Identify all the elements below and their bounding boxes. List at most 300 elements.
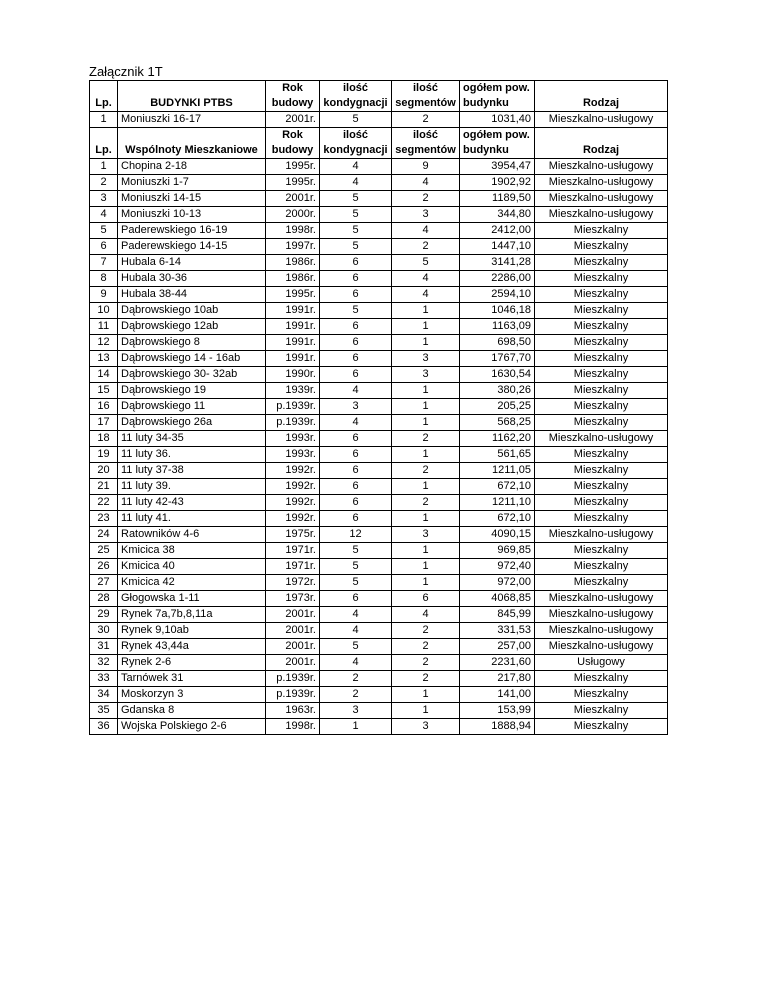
cell-pow: 568,25	[460, 415, 535, 431]
cell-pow: 4090,15	[460, 527, 535, 543]
cell-rok: 1997r.	[266, 239, 320, 255]
col-header-year: Rok budowy	[266, 128, 320, 159]
cell-seg: 2	[392, 239, 460, 255]
table-row	[90, 719, 668, 735]
cell-seg: 5	[392, 255, 460, 271]
cell-rok: 2001r.	[266, 639, 320, 655]
cell-kond: 6	[320, 367, 392, 383]
cell-rok: 1992r.	[266, 479, 320, 495]
cell-rok: 2001r.	[266, 623, 320, 639]
cell-rok: 1991r.	[266, 303, 320, 319]
cell-name: Paderewskiego 14-15	[118, 239, 266, 255]
cell-seg: 3	[392, 367, 460, 383]
buildings-table	[89, 80, 668, 735]
cell-rok: 2001r.	[266, 607, 320, 623]
cell-lp: 33	[90, 671, 118, 687]
cell-name: 11 luty 36.	[118, 447, 266, 463]
cell-lp: 13	[90, 351, 118, 367]
cell-pow: 380,26	[460, 383, 535, 399]
cell-pow: 1447,10	[460, 239, 535, 255]
cell-rok: 1995r.	[266, 159, 320, 175]
cell-pow: 331,53	[460, 623, 535, 639]
cell-seg: 1	[392, 479, 460, 495]
cell-lp: 22	[90, 495, 118, 511]
cell-rodzaj: Mieszkalno-usługowy	[535, 527, 668, 543]
cell-lp: 4	[90, 207, 118, 223]
cell-name: Moskorzyn 3	[118, 687, 266, 703]
cell-pow: 1888,94	[460, 719, 535, 735]
cell-name: Rynek 43,44a	[118, 639, 266, 655]
table-row	[90, 511, 668, 527]
cell-pow: 2594,10	[460, 287, 535, 303]
cell-kond: 5	[320, 543, 392, 559]
cell-name: Rynek 7a,7b,8,11a	[118, 607, 266, 623]
cell-kond: 5	[320, 191, 392, 207]
cell-name: Dąbrowskiego 12ab	[118, 319, 266, 335]
table-row	[90, 527, 668, 543]
cell-lp: 15	[90, 383, 118, 399]
cell-rok: 1939r.	[266, 383, 320, 399]
col-header-name: BUDYNKI PTBS	[118, 81, 266, 112]
cell-kond: 3	[320, 703, 392, 719]
table-row	[90, 175, 668, 191]
cell-pow: 1162,20	[460, 431, 535, 447]
col-header-name: Wspólnoty Mieszkaniowe	[118, 128, 266, 159]
cell-name: 11 luty 34-35	[118, 431, 266, 447]
cell-seg: 1	[392, 399, 460, 415]
cell-lp: 25	[90, 543, 118, 559]
cell-rok: p.1939r.	[266, 415, 320, 431]
cell-seg: 1	[392, 543, 460, 559]
cell-lp: 18	[90, 431, 118, 447]
cell-rok: 1998r.	[266, 719, 320, 735]
col-header-area: ogółem pow. budynku	[460, 81, 535, 112]
cell-kond: 5	[320, 639, 392, 655]
table-row	[90, 591, 668, 607]
cell-seg: 2	[392, 495, 460, 511]
cell-rok: 1991r.	[266, 351, 320, 367]
cell-kond: 4	[320, 175, 392, 191]
cell-rok: 1992r.	[266, 495, 320, 511]
cell-name: Ratowników 4-6	[118, 527, 266, 543]
cell-rok: 1998r.	[266, 223, 320, 239]
cell-rok: 1992r.	[266, 463, 320, 479]
table-row	[90, 239, 668, 255]
cell-rok: 1991r.	[266, 319, 320, 335]
cell-name: Rynek 2-6	[118, 655, 266, 671]
cell-pow: 141,00	[460, 687, 535, 703]
cell-seg: 2	[392, 655, 460, 671]
cell-seg: 1	[392, 335, 460, 351]
cell-rok: 1972r.	[266, 575, 320, 591]
cell-pow: 1630,54	[460, 367, 535, 383]
cell-kond: 6	[320, 431, 392, 447]
cell-rodzaj: Mieszkalny	[535, 303, 668, 319]
cell-name: Paderewskiego 16-19	[118, 223, 266, 239]
cell-rok: 1971r.	[266, 543, 320, 559]
cell-name: 11 luty 37-38	[118, 463, 266, 479]
cell-pow: 672,10	[460, 479, 535, 495]
cell-rodzaj: Mieszkalny	[535, 479, 668, 495]
cell-rodzaj: Mieszkalny	[535, 415, 668, 431]
table-row	[90, 703, 668, 719]
cell-name: Kmicica 38	[118, 543, 266, 559]
cell-pow: 972,40	[460, 559, 535, 575]
cell-pow: 1046,18	[460, 303, 535, 319]
cell-kond: 5	[320, 303, 392, 319]
cell-rodzaj: Mieszkalny	[535, 559, 668, 575]
cell-name: Dąbrowskiego 26a	[118, 415, 266, 431]
cell-kond: 6	[320, 479, 392, 495]
table-row	[90, 383, 668, 399]
cell-seg: 1	[392, 415, 460, 431]
cell-rodzaj: Mieszkalny	[535, 463, 668, 479]
cell-seg: 1	[392, 383, 460, 399]
cell-kond: 3	[320, 399, 392, 415]
cell-seg: 3	[392, 527, 460, 543]
cell-seg: 2	[392, 191, 460, 207]
cell-seg: 1	[392, 687, 460, 703]
cell-seg: 4	[392, 175, 460, 191]
cell-kond: 1	[320, 719, 392, 735]
cell-rodzaj: Mieszkalno-usługowy	[535, 191, 668, 207]
cell-lp: 24	[90, 527, 118, 543]
cell-kond: 6	[320, 287, 392, 303]
cell-pow: 1211,10	[460, 495, 535, 511]
cell-name: Dąbrowskiego 11	[118, 399, 266, 415]
cell-rodzaj: Mieszkalny	[535, 495, 668, 511]
col-header-floors: ilość kondygnacji	[320, 128, 392, 159]
cell-kond: 4	[320, 655, 392, 671]
table-row	[90, 191, 668, 207]
attachment-caption: Załącznik 1T	[89, 64, 163, 79]
cell-rodzaj: Mieszkalno-usługowy	[535, 431, 668, 447]
cell-seg: 4	[392, 223, 460, 239]
cell-rodzaj: Mieszkalno-usługowy	[535, 159, 668, 175]
cell-rok: p.1939r.	[266, 687, 320, 703]
table-row	[90, 463, 668, 479]
cell-rodzaj: Mieszkalny	[535, 335, 668, 351]
cell-kond: 5	[320, 223, 392, 239]
cell-rok: 1995r.	[266, 287, 320, 303]
cell-lp: 27	[90, 575, 118, 591]
cell-name: Dąbrowskiego 19	[118, 383, 266, 399]
table-row	[90, 319, 668, 335]
cell-kond: 5	[320, 207, 392, 223]
cell-pow: 1211,05	[460, 463, 535, 479]
cell-kond: 5	[320, 575, 392, 591]
col-header-floors: ilość kondygnacji	[320, 81, 392, 112]
cell-seg: 1	[392, 511, 460, 527]
cell-lp: 34	[90, 687, 118, 703]
cell-name: Gdanska 8	[118, 703, 266, 719]
cell-seg: 1	[392, 303, 460, 319]
ptbs-header-row	[90, 81, 668, 112]
table-row	[90, 399, 668, 415]
col-header-type: Rodzaj	[535, 128, 668, 159]
table-row	[90, 495, 668, 511]
cell-lp: 14	[90, 367, 118, 383]
cell-lp: 28	[90, 591, 118, 607]
cell-name: Tarnówek 31	[118, 671, 266, 687]
cell-rodzaj: Mieszkalny	[535, 399, 668, 415]
cell-pow: 1902,92	[460, 175, 535, 191]
cell-kond: 6	[320, 319, 392, 335]
cell-kond: 6	[320, 463, 392, 479]
cell-pow: 845,99	[460, 607, 535, 623]
cell-rodzaj: Mieszkalny	[535, 351, 668, 367]
cell-rodzaj: Mieszkalny	[535, 367, 668, 383]
cell-kond: 6	[320, 447, 392, 463]
col-header-lp: Lp.	[90, 81, 118, 112]
cell-name: Wojska Polskiego 2-6	[118, 719, 266, 735]
cell-lp: 32	[90, 655, 118, 671]
cell-name: 11 luty 39.	[118, 479, 266, 495]
cell-seg: 2	[392, 463, 460, 479]
cell-pow: 561,65	[460, 447, 535, 463]
cell-rok: 1993r.	[266, 431, 320, 447]
table-row	[90, 207, 668, 223]
cell-rodzaj: Mieszkalno-usługowy	[535, 639, 668, 655]
cell-name: Moniuszki 14-15	[118, 191, 266, 207]
table-row	[90, 223, 668, 239]
col-header-segments: ilość segmentów	[392, 81, 460, 112]
cell-lp: 29	[90, 607, 118, 623]
cell-pow: 153,99	[460, 703, 535, 719]
table-row	[90, 271, 668, 287]
cell-lp: 1	[90, 159, 118, 175]
cell-rodzaj: Mieszkalny	[535, 575, 668, 591]
cell-rok: 1991r.	[266, 335, 320, 351]
cell-pow: 2231,60	[460, 655, 535, 671]
cell-kond: 6	[320, 351, 392, 367]
cell-kond: 6	[320, 511, 392, 527]
cell-seg: 1	[392, 559, 460, 575]
table-row	[90, 431, 668, 447]
cell-rodzaj: Mieszkalno-usługowy	[535, 175, 668, 191]
cell-name: Dąbrowskiego 10ab	[118, 303, 266, 319]
cell-seg: 2	[392, 639, 460, 655]
cell-pow: 1189,50	[460, 191, 535, 207]
cell-rodzaj: Mieszkalno-usługowy	[535, 591, 668, 607]
cell-rodzaj: Mieszkalny	[535, 239, 668, 255]
cell-pow: 3954,47	[460, 159, 535, 175]
table-row	[90, 287, 668, 303]
cell-kond: 4	[320, 415, 392, 431]
cell-kond: 4	[320, 383, 392, 399]
cell-rodzaj: Mieszkalny	[535, 511, 668, 527]
cell-kond: 4	[320, 607, 392, 623]
cell-lp: 20	[90, 463, 118, 479]
table-row	[90, 159, 668, 175]
cell-rodzaj: Mieszkalny	[535, 383, 668, 399]
cell-kond: 6	[320, 255, 392, 271]
table-row	[90, 687, 668, 703]
cell-seg: 4	[392, 287, 460, 303]
table-row	[90, 639, 668, 655]
table-row	[90, 335, 668, 351]
cell-name: Dąbrowskiego 8	[118, 335, 266, 351]
table-row	[90, 351, 668, 367]
cell-name: Rynek 9,10ab	[118, 623, 266, 639]
table-row	[90, 367, 668, 383]
cell-rok: 1990r.	[266, 367, 320, 383]
ptbs-row: 1 Moniuszki 16-17 2001r. 5 2 1031,40 Mieszkalno-usługowy	[90, 112, 668, 128]
cell-pow: 969,85	[460, 543, 535, 559]
cell-pow: 2412,00	[460, 223, 535, 239]
cell-pow: 672,10	[460, 511, 535, 527]
cell-rodzaj: Mieszkalny	[535, 255, 668, 271]
cell-seg: 1	[392, 575, 460, 591]
cell-rodzaj: Mieszkalny	[535, 287, 668, 303]
table-row	[90, 575, 668, 591]
cell-lp: 16	[90, 399, 118, 415]
cell-name: 11 luty 41.	[118, 511, 266, 527]
cell-kond: 4	[320, 623, 392, 639]
cell-name: Głogowska 1-11	[118, 591, 266, 607]
cell-name: Hubala 38-44	[118, 287, 266, 303]
cell-pow: 2286,00	[460, 271, 535, 287]
cell-rok: 2001r.	[266, 655, 320, 671]
cell-lp: 2	[90, 175, 118, 191]
cell-lp: 6	[90, 239, 118, 255]
cell-seg: 1	[392, 703, 460, 719]
cell-seg: 2	[392, 431, 460, 447]
cell-kond: 5	[320, 559, 392, 575]
cell-rok: p.1939r.	[266, 671, 320, 687]
table-row	[90, 255, 668, 271]
cell-pow: 257,00	[460, 639, 535, 655]
cell-rok: 1963r.	[266, 703, 320, 719]
cell-seg: 4	[392, 271, 460, 287]
cell-kond: 4	[320, 159, 392, 175]
cell-rok: 2000r.	[266, 207, 320, 223]
cell-pow: 4068,85	[460, 591, 535, 607]
col-header-segments: ilość segmentów	[392, 128, 460, 159]
cell-lp: 9	[90, 287, 118, 303]
cell-lp: 31	[90, 639, 118, 655]
cell-name: Hubala 6-14	[118, 255, 266, 271]
cell-pow: 1767,70	[460, 351, 535, 367]
table-row	[90, 559, 668, 575]
cell-rodzaj: Mieszkalny	[535, 671, 668, 687]
col-header-year: Rok budowy	[266, 81, 320, 112]
cell-rodzaj: Mieszkalny	[535, 703, 668, 719]
table-row	[90, 303, 668, 319]
cell-kond: 2	[320, 687, 392, 703]
table-row	[90, 447, 668, 463]
cell-seg: 1	[392, 319, 460, 335]
cell-name: Moniuszki 1-7	[118, 175, 266, 191]
cell-seg: 9	[392, 159, 460, 175]
cell-rodzaj: Mieszkalny	[535, 687, 668, 703]
cell-name: Dąbrowskiego 30- 32ab	[118, 367, 266, 383]
cell-rodzaj: Usługowy	[535, 655, 668, 671]
col-header-lp: Lp.	[90, 128, 118, 159]
cell-seg: 3	[392, 719, 460, 735]
cell-rodzaj: Mieszkalny	[535, 543, 668, 559]
cell-lp: 17	[90, 415, 118, 431]
cell-name: Kmicica 40	[118, 559, 266, 575]
cell-seg: 1	[392, 447, 460, 463]
cell-rok: 1993r.	[266, 447, 320, 463]
cell-pow: 1163,09	[460, 319, 535, 335]
cell-rodzaj: Mieszkalno-usługowy	[535, 607, 668, 623]
table-row	[90, 655, 668, 671]
cell-rodzaj: Mieszkalno-usługowy	[535, 207, 668, 223]
cell-lp: 26	[90, 559, 118, 575]
cell-kond: 6	[320, 591, 392, 607]
cell-name: Dąbrowskiego 14 - 16ab	[118, 351, 266, 367]
cell-seg: 2	[392, 623, 460, 639]
cell-kond: 6	[320, 495, 392, 511]
cell-seg: 3	[392, 351, 460, 367]
cell-rok: p.1939r.	[266, 399, 320, 415]
cell-kond: 2	[320, 671, 392, 687]
cell-lp: 10	[90, 303, 118, 319]
cell-lp: 11	[90, 319, 118, 335]
cell-pow: 3141,28	[460, 255, 535, 271]
col-header-area: ogółem pow. budynku	[460, 128, 535, 159]
cell-kond: 6	[320, 335, 392, 351]
cell-rok: 1995r.	[266, 175, 320, 191]
cell-name: Hubala 30-36	[118, 271, 266, 287]
cell-kond: 5	[320, 239, 392, 255]
cell-rok: 1975r.	[266, 527, 320, 543]
table-row	[90, 479, 668, 495]
cell-pow: 344,80	[460, 207, 535, 223]
cell-seg: 4	[392, 607, 460, 623]
cell-rok: 2001r.	[266, 191, 320, 207]
cell-lp: 19	[90, 447, 118, 463]
cell-rodzaj: Mieszkalny	[535, 271, 668, 287]
table-row	[90, 671, 668, 687]
cell-rok: 1986r.	[266, 271, 320, 287]
cell-lp: 3	[90, 191, 118, 207]
cell-lp: 8	[90, 271, 118, 287]
cell-seg: 3	[392, 207, 460, 223]
cell-rok: 1986r.	[266, 255, 320, 271]
cell-lp: 36	[90, 719, 118, 735]
cell-kond: 12	[320, 527, 392, 543]
cell-pow: 217,80	[460, 671, 535, 687]
cell-name: Moniuszki 10-13	[118, 207, 266, 223]
cell-rodzaj: Mieszkalny	[535, 447, 668, 463]
cell-pow: 698,50	[460, 335, 535, 351]
cell-lp: 35	[90, 703, 118, 719]
cell-name: Kmicica 42	[118, 575, 266, 591]
cell-lp: 7	[90, 255, 118, 271]
cell-rok: 1992r.	[266, 511, 320, 527]
cell-pow: 972,00	[460, 575, 535, 591]
cell-rok: 1971r.	[266, 559, 320, 575]
cell-seg: 6	[392, 591, 460, 607]
cell-lp: 30	[90, 623, 118, 639]
cell-name: Chopina 2-18	[118, 159, 266, 175]
cell-kond: 6	[320, 271, 392, 287]
col-header-type: Rodzaj	[535, 81, 668, 112]
cell-rodzaj: Mieszkalny	[535, 223, 668, 239]
table-row	[90, 607, 668, 623]
table-row	[90, 623, 668, 639]
wspolnoty-header-row	[90, 128, 668, 159]
cell-rok: 1973r.	[266, 591, 320, 607]
table-row	[90, 415, 668, 431]
cell-lp: 12	[90, 335, 118, 351]
table-row	[90, 543, 668, 559]
cell-seg: 2	[392, 671, 460, 687]
cell-rodzaj: Mieszkalny	[535, 319, 668, 335]
